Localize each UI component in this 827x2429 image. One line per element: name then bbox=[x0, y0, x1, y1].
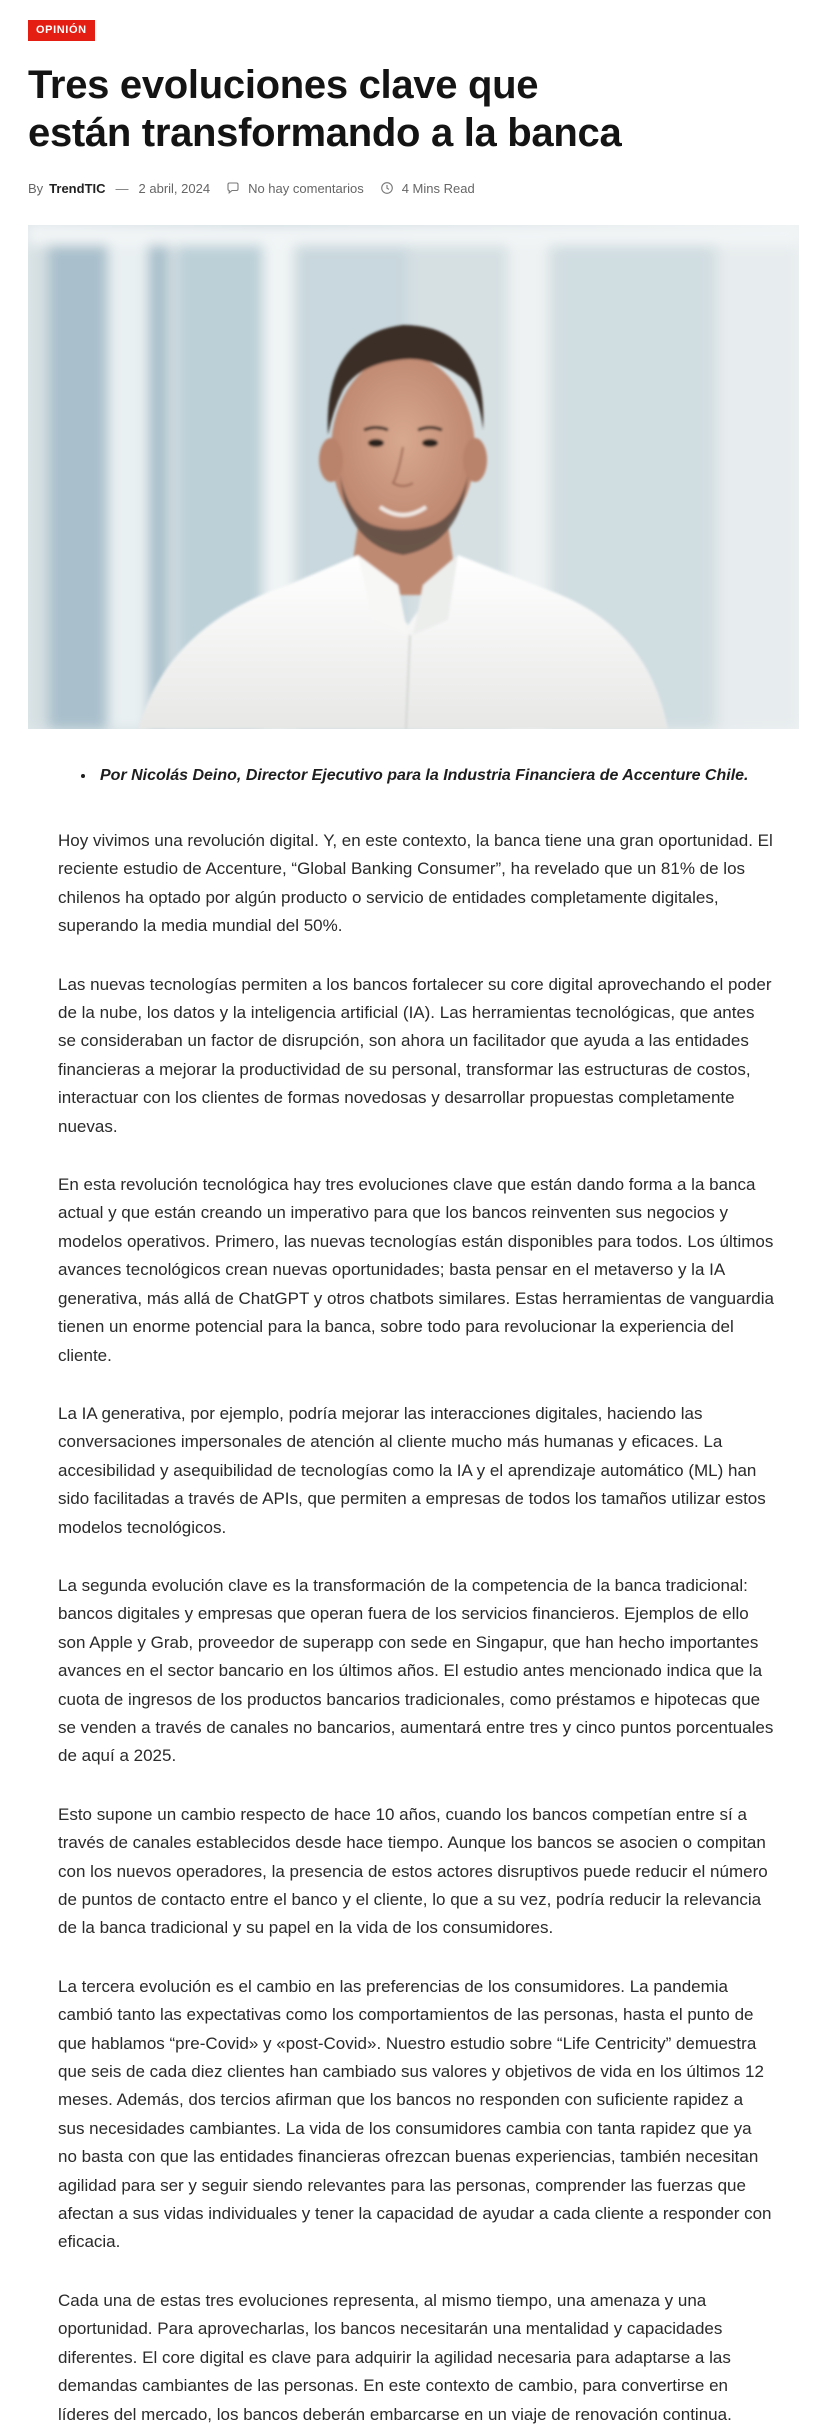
paragraph-3: En esta revolución tecnológica hay tres evoluciones clave que están dando forma a la banca actual y que están creando un imperativo para que los bancos reinventen sus negocios y modelos operativos. Primero, las nuevas tecnologías están disponibles para todos. Los últimos avances tecnológicos crean nuevas oportunidades; basta pensar en el metaverso y la IA generativa, más allá de ChatGPT y otros chatbots similares. Estas herramientas de vanguardia tienen un enorme potencial para la banca, sobre todo para revolucionar la experiencia del cliente. bbox=[58, 1175, 774, 1365]
read-time: 4 Mins Read bbox=[401, 180, 475, 196]
article-title: Tres evoluciones clave que están transformando a la banca bbox=[28, 63, 622, 155]
article-meta bbox=[28, 179, 799, 197]
clock-icon bbox=[380, 181, 394, 195]
publish-date: 2 abril, 2024 bbox=[138, 180, 211, 196]
comment-icon bbox=[226, 181, 240, 195]
category-badge[interactable]: OPINIÓN bbox=[28, 20, 95, 41]
paragraph-6: Esto supone un cambio respecto de hace 10 años, cuando los bancos competían entre sí a través de canales establecidos desde hace tiempo. Aunque los bancos se asocien o compitan con los nuevos operadores, la presencia de estos actores disruptivos puede reducir el número de puntos de contacto entre el banco y el cliente, lo que a su vez, podría reducir la relevancia de la banca tradicional y su papel en la vida de los consumidores. bbox=[58, 1804, 768, 1938]
by-label: By bbox=[28, 180, 44, 196]
paragraph-5: La segunda evolución clave es la transformación de la competencia de la banca tradicional: bancos digitales y empresas que operan fuera de los servicios financieros. Ejemplos de ello son Apple y Grab, proveedor de superapp con sede en Singapur, que han hecho importantes avances en el sector bancario en los últimos años. El estudio antes mencionado indica que la cuota de ingresos de los productos bancarios tradicionales, como préstamos e hipotecas que se venden a través de canales no bancarios, aumentará entre tres y cinco puntos porcentuales de aquí a 2025. bbox=[58, 1575, 774, 1766]
byline-list bbox=[58, 763, 769, 789]
meta-separator: — bbox=[115, 180, 129, 196]
paragraph-8: Cada una de estas tres evoluciones representa, al mismo tiempo, una amenaza y una oportunidad. Para aprovecharlas, los bancos necesitarán una mentalidad y capacidades diferentes. El core digital es clave para adquirir la agilidad necesaria para adaptarse a las demandas cambiantes de las personas. En este contexto de cambio, para convertirse en líderes del mercado, los bancos deberán embarcarse en un viaje de renovación continua. bbox=[58, 2290, 732, 2424]
paragraph-7: La tercera evolución es el cambio en las preferencias de los consumidores. La pandemia cambió tanto las expectativas como los comportamientos de las personas, hasta el punto de que hablamos “pre-Covid» y «post-Covid». Nuestro estudio sobre “Life Centricity” demuestra que seis de cada diez clientes han cambiado sus valores y objetivos de vida en los últimos 12 meses. Además, dos tercios afirman que los bancos no responden con suficiente rapidez a sus necesidades cambiantes. La vida de los consumidores cambia con tanta rapidez que ya no basta con que las entidades financieras ofrezcan buenas experiencias, también necesitan agilidad para ser y seguir siendo relevantes para las personas, comprender las fuerzas que afectan a sus vidas individuales y tener la capacidad de ayudar a cada cliente a responder con eficacia. bbox=[58, 1976, 772, 2252]
comments-link[interactable]: No hay comentarios bbox=[248, 180, 364, 196]
article-body bbox=[28, 763, 799, 2429]
hero-image bbox=[28, 225, 799, 729]
byline-item: • Por Nicolás Deino, Director Ejecutivo para la Industria Financiera de Accenture Chile. bbox=[96, 763, 769, 789]
paragraph-1: Hoy vivimos una revolución digital. Y, en este contexto, la banca tiene una gran oportunidad. El reciente estudio de Accenture, “Global Banking Consumer”, ha revelado que un 81% de los chilenos ha optado por algún producto o servicio de entidades completamente digitales, superando la media mundial del 50%. bbox=[58, 831, 773, 936]
paragraph-2: Las nuevas tecnologías permiten a los bancos fortalecer su core digital aprovechando el poder de la nube, los datos y la inteligencia artificial (IA). Las herramientas tecnológicas, que antes se consideraban un factor de disrupción, son ahora un facilitador que ayuda a las entidades financieras a mejorar la productividad de su personal, transformar las estructuras de costos, interactuar con los clientes de formas novedosas y desarrollar propuestas completamente nuevas. bbox=[58, 974, 772, 1136]
author-link[interactable]: TrendTIC bbox=[49, 180, 106, 196]
paragraph-4: La IA generativa, por ejemplo, podría mejorar las interacciones digitales, haciendo las conversaciones impersonales de atención al cliente mucho más humanas y eficaces. La accesibilidad y asequibilidad de tecnologías como la IA y el aprendizaje automático (ML) han sido facilitadas a través de APIs, que permiten a empresas de todos los tamaños utilizar estos modelos tecnológicos. bbox=[58, 1403, 766, 1537]
portrait-photo bbox=[28, 225, 799, 729]
